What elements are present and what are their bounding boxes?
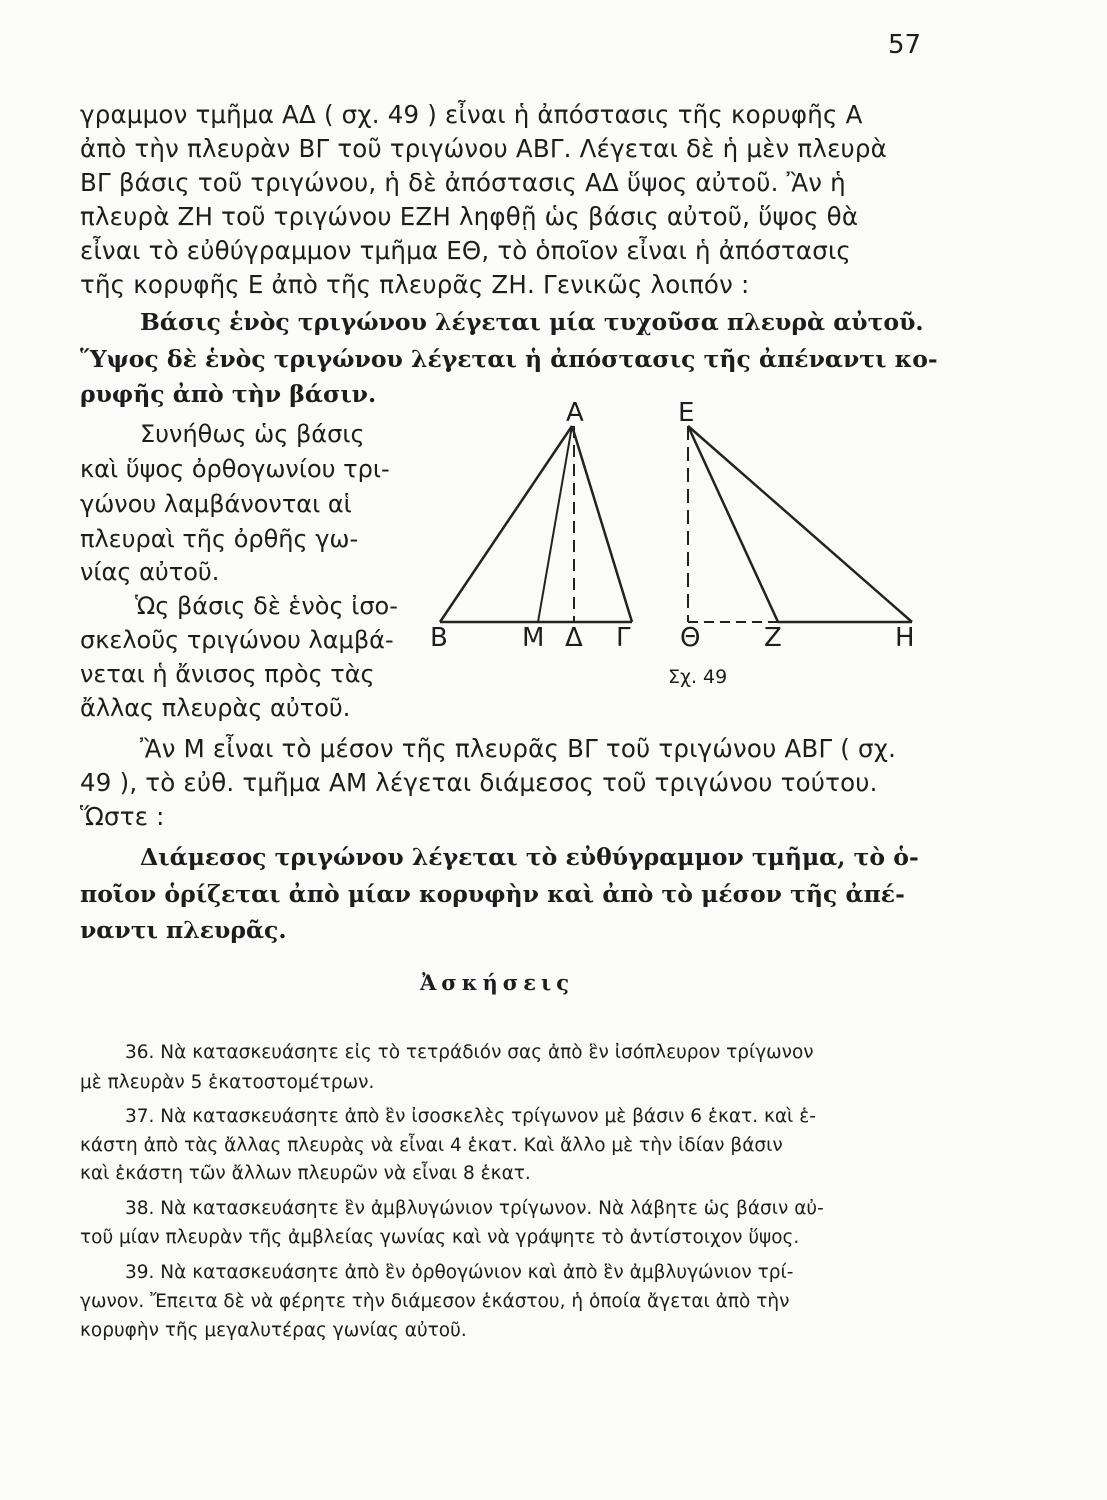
exercise-line: 38. Νὰ κατασκευάσητε ἓν ἀμβλυγώνιον τρίγωνον. Νὰ λάβητε ὡς βάσιν αὐ- — [125, 1198, 824, 1219]
exercise-line: κορυφὴν τῆς μεγαλυτέρας γωνίας αὐτοῦ. — [80, 1320, 467, 1341]
figure-caption: Σχ. 49 — [668, 666, 728, 688]
side-text-line: ἄλλας πλευρὰς αὐτοῦ. — [80, 694, 351, 722]
exercise-line: 36. Νὰ κατασκευάσητε εἰς τὸ τετράδιόν σας ἀπὸ ἓν ἰσόπλευρον τρίγωνον — [125, 1042, 814, 1063]
side-eh — [688, 426, 912, 622]
median-am — [538, 426, 572, 622]
exercise-line: μὲ πλευρὰν 5 ἑκατοστομέτρων. — [80, 1072, 375, 1093]
side-text-line: Ὡς βάσις δὲ ἑνὸς ἰσο- — [135, 592, 398, 620]
text-line: γραμμον τμῆμα ΑΔ ( σχ. 49 ) εἶναι ἡ ἀπόστασις τῆς κορυφῆς Α — [80, 100, 863, 129]
side-text-line: γώνου λαμβάνονται αἱ — [80, 490, 352, 518]
label-e: Ε — [678, 398, 695, 428]
figure-49 — [420, 400, 920, 660]
text-line: 49 ), τὸ εὐθ. τμῆμα ΑΜ λέγεται διάμεσος τοῦ τριγώνου τούτου. — [80, 768, 878, 797]
side-text-line: πλευραὶ τῆς ὀρθῆς γω- — [80, 525, 359, 553]
side-ez — [688, 426, 778, 622]
page-number: 57 — [888, 30, 922, 60]
text-line: τῆς κορυφῆς Ε ἀπὸ τῆς πλευρᾶς ΖΗ. Γενικῶς λοιπόν : — [80, 270, 750, 299]
exercise-line: κάστη ἀπὸ τὰς ἄλλας πλευρὰς νὰ εἶναι 4 ἑκατ. Καὶ ἄλλο μὲ τὴν ἰδίαν βάσιν — [80, 1135, 783, 1156]
exercise-line: τοῦ μίαν πλευρὰν τῆς ἀμβλείας γωνίας καὶ νὰ γράψητε τὸ ἀντίστοιχον ὕψος. — [80, 1227, 800, 1248]
text-line: πλευρὰ ΖΗ τοῦ τριγώνου ΕΖΗ ληφθῇ ὡς βάσις αὐτοῦ, ὕψος θὰ — [80, 202, 859, 231]
text-line: εἶναι τὸ εὐθύγραμμον τμῆμα ΕΘ, τὸ ὁποῖον εἶναι ἡ ἀπόστασις — [80, 236, 852, 265]
exercise-line: 39. Νὰ κατασκευάσητε ἀπὸ ἓν ὀρθογώνιον καὶ ἀπὸ ἓν ἀμβλυγώνιον τρί- — [125, 1262, 794, 1283]
label-d: Δ — [565, 623, 583, 653]
label-th: Θ — [680, 623, 701, 653]
label-m: Μ — [522, 623, 545, 653]
definition-line: ναντι πλευρᾶς. — [80, 916, 287, 944]
side-ab — [440, 426, 572, 622]
definition-line: ποῖον ὁρίζεται ἀπὸ μίαν κορυφὴν καὶ ἀπὸ τὸ μέσον τῆς ἀπέ- — [80, 880, 905, 908]
label-g: Γ — [616, 623, 631, 653]
label-b: Β — [430, 623, 448, 653]
exercise-line: γωνον. Ἔπειτα δὲ νὰ φέρητε τὴν διάμεσον ἑκάστου, ἡ ὁποία ἄγεται ἀπὸ τὴν — [80, 1291, 790, 1312]
text-line: Ἂν Μ εἶναι τὸ μέσον τῆς πλευρᾶς ΒΓ τοῦ τριγώνου ΑΒΓ ( σχ. — [140, 734, 897, 763]
definition-line: Διάμεσος τριγώνου λέγεται τὸ εὐθύγραμμον τμῆμα, τὸ ὁ- — [140, 843, 919, 871]
side-text-line: καὶ ὕψος ὀρθογωνίου τρι- — [80, 455, 390, 483]
text-line: ΒΓ βάσις τοῦ τριγώνου, ἡ δὲ ἀπόστασις ΑΔ ὕψος αὐτοῦ. Ἂν ἡ — [80, 168, 846, 197]
side-text-line: νίας αὐτοῦ. — [80, 558, 220, 586]
text-line: Ὥστε : — [80, 802, 165, 831]
exercise-line: καὶ ἑκάστη τῶν ἄλλων πλευρῶν νὰ εἶναι 8 ἑκατ. — [80, 1163, 531, 1184]
exercises-title: Ἀσκήσεις — [420, 970, 574, 995]
side-text-line: νεται ἡ ἄνισος πρὸς τὰς — [80, 660, 375, 688]
text-line: ἀπὸ τὴν πλευρὰν ΒΓ τοῦ τριγώνου ΑΒΓ. Λέγεται δὲ ἡ μὲν πλευρὰ — [80, 134, 887, 163]
side-text-line: Συνήθως ὡς βάσις — [140, 420, 365, 448]
definition-line: ρυφῆς ἀπὸ τὴν βάσιν. — [80, 380, 377, 408]
side-ag — [572, 426, 632, 622]
exercise-line: 37. Νὰ κατασκευάσητε ἀπὸ ἓν ἰσοσκελὲς τρίγωνον μὲ βάσιν 6 ἑκατ. καὶ ἑ- — [125, 1106, 816, 1127]
label-h: Η — [895, 623, 915, 653]
label-a: Α — [566, 398, 584, 428]
label-z: Ζ — [764, 623, 782, 653]
definition-line: Βάσις ἑνὸς τριγώνου λέγεται μία τυχοῦσα πλευρὰ αὐτοῦ. — [140, 308, 924, 336]
definition-line: Ὕψος δὲ ἑνὸς τριγώνου λέγεται ἡ ἀπόστασις τῆς ἀπέναντι κο- — [80, 345, 938, 373]
side-text-line: σκελοῦς τριγώνου λαμβά- — [80, 626, 394, 654]
